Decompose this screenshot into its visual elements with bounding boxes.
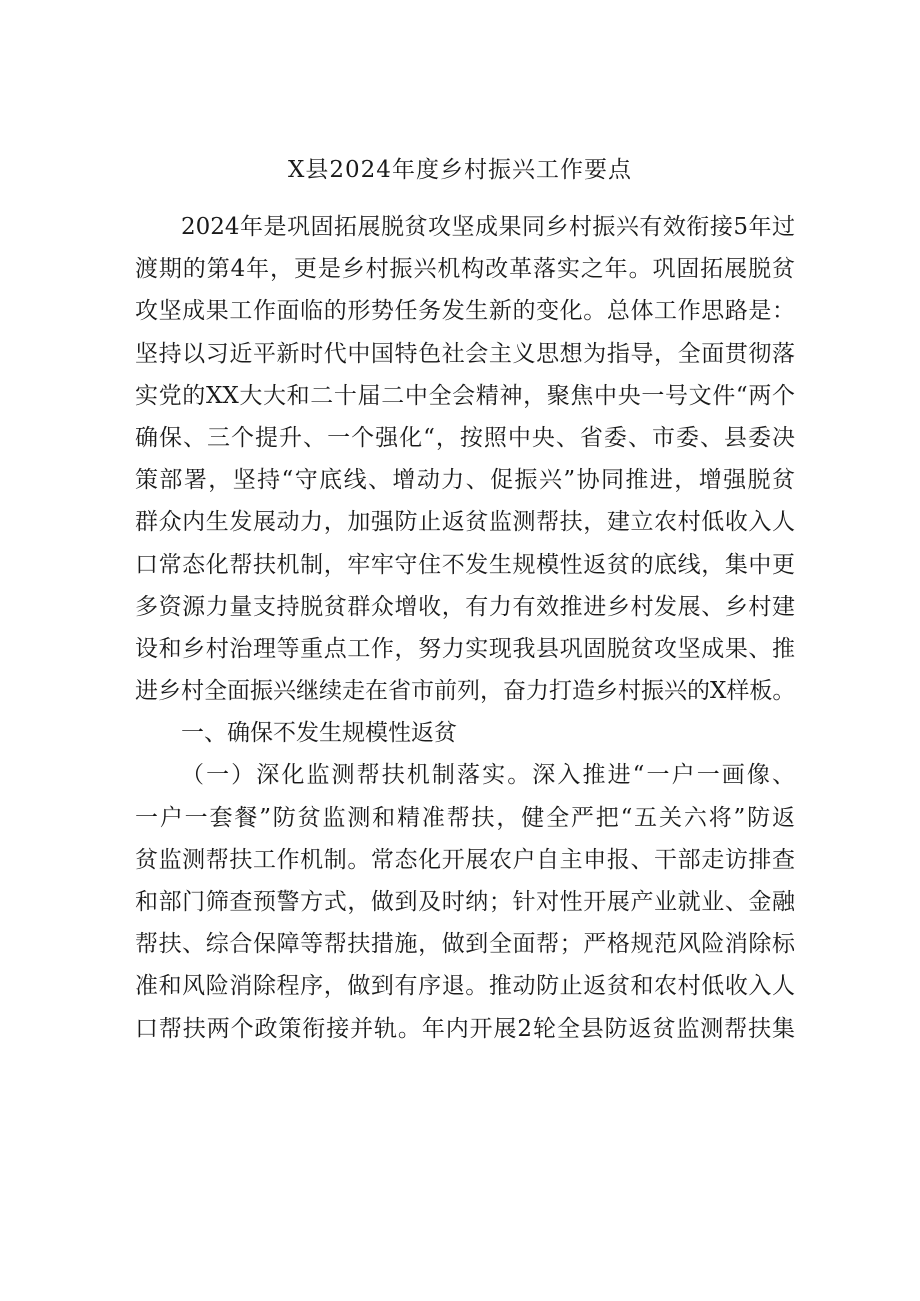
section-line: 口帮扶两个政策衔接并轨。年内开展2轮全县防返贫监测帮扶集 xyxy=(135,1015,795,1042)
section-heading: 一、确保不发生规模性返贫 xyxy=(181,720,457,747)
intro-line: 进乡村全面振兴继续走在省市前列，奋力打造乡村振兴的X样板。 xyxy=(135,678,796,705)
intro-line: 实党的XX大大和二十届二中全会精神，聚焦中央一号文件“两个 xyxy=(135,382,795,409)
intro-line: 坚持以习近平新时代中国特色社会主义思想为指导，全面贯彻落 xyxy=(135,340,795,367)
intro-line: 攻坚成果工作面临的形势任务发生新的变化。总体工作思路是： xyxy=(135,298,795,325)
intro-line: 设和乡村治理等重点工作，努力实现我县巩固脱贫攻坚成果、推 xyxy=(135,635,795,662)
section-line: 一户一套餐”防贫监测和精准帮扶，健全严把“五关六将”防返 xyxy=(135,804,795,831)
section-line: 帮扶、综合保障等帮扶措施，做到全面帮；严格规范风险消除标 xyxy=(135,931,795,958)
intro-line: 多资源力量支持脱贫群众增收，有力有效推进乡村发展、乡村建 xyxy=(135,593,795,620)
section-line: 贫监测帮扶工作机制。常态化开展农户自主申报、干部走访排查 xyxy=(135,846,795,873)
intro-line: 渡期的第4年，更是乡村振兴机构改革落实之年。巩固拓展脱贫 xyxy=(135,256,795,283)
intro-line: 2024年是巩固拓展脱贫攻坚成果同乡村振兴有效衔接5年过 xyxy=(181,214,795,240)
section-line: 准和风险消除程序，做到有序退。推动防止返贫和农村低收入人 xyxy=(135,973,795,1000)
intro-line: 策部署，坚持“守底线、增动力、促振兴”协同推进，增强脱贫 xyxy=(135,467,795,494)
document-title: X县2024年度乡村振兴工作要点 xyxy=(288,157,632,183)
document-body xyxy=(135,206,795,1050)
intro-line: 口常态化帮扶机制，牢牢守住不发生规模性返贫的底线，集中更 xyxy=(135,551,795,578)
section-line: （一）深化监测帮扶机制落实。深入推进“一户一画像、 xyxy=(181,762,795,789)
section-line: 和部门筛查预警方式，做到及时纳；针对性开展产业就业、金融 xyxy=(135,889,795,915)
intro-line: 群众内生发展动力，加强防止返贫监测帮扶，建立农村低收入人 xyxy=(135,509,795,536)
intro-line: 确保、三个提升、一个强化“，按照中央、省委、市委、县委决 xyxy=(135,424,795,451)
